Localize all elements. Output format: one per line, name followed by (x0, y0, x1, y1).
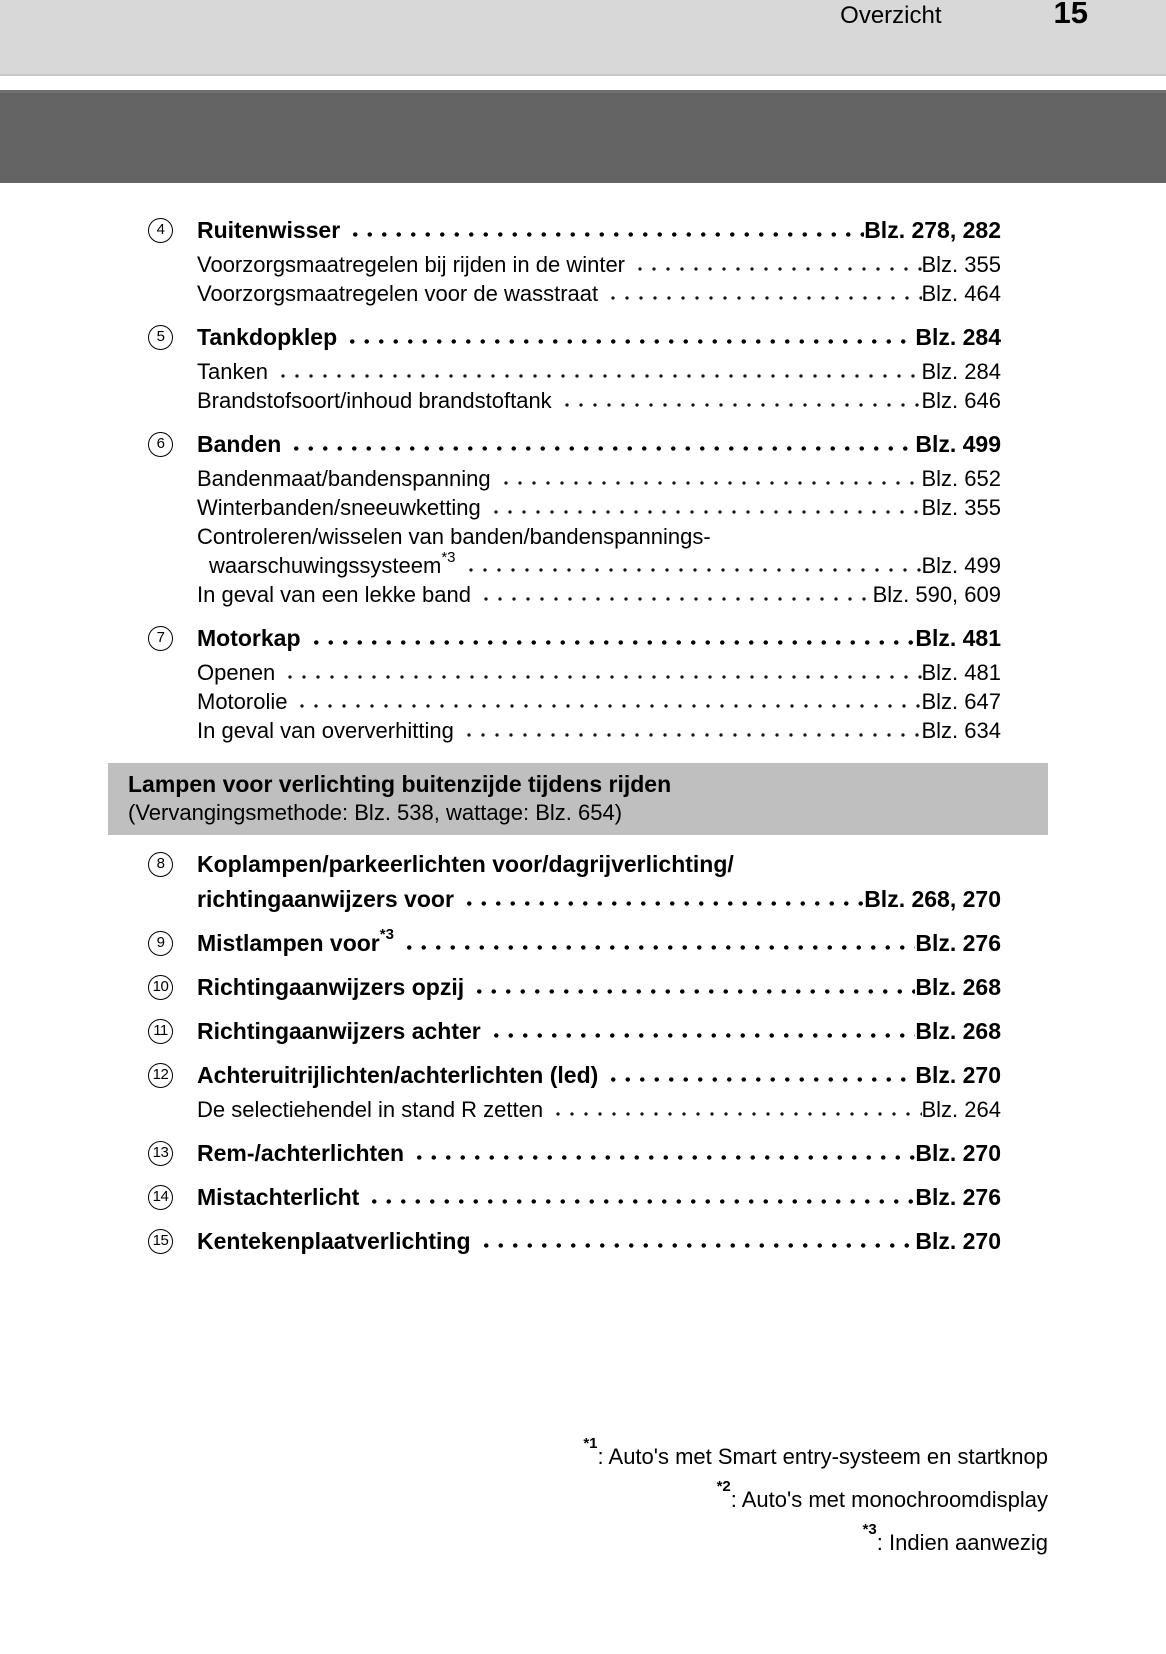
circled-number-badge: 8 (148, 852, 173, 877)
toc-item-page: Blz. 284 (921, 359, 1001, 384)
dotted-leader (400, 928, 915, 958)
toc-row (148, 658, 1001, 687)
toc-row (148, 522, 1001, 551)
toc-item-page: Blz. 270 (915, 1140, 1001, 1166)
circled-number-badge: 4 (148, 218, 173, 243)
item-number-column (148, 1019, 197, 1044)
toc-item-title: Koplampen/parkeerlichten voor/dagrijverlichting/ (197, 851, 734, 877)
toc-item-page: Blz. 268, 270 (864, 886, 1001, 912)
dotted-leader (631, 250, 921, 279)
toc-item-title: Kentekenplaatverlichting (197, 1228, 471, 1254)
page-header (0, 0, 1166, 76)
toc-row (148, 215, 1001, 245)
toc-item-title: Winterbanden/sneeuwketting (197, 495, 481, 520)
footnote-text: : Auto's met Smart entry-systeem en startknop (597, 1444, 1048, 1469)
toc-item-page: Blz. 647 (921, 689, 1001, 714)
circled-number-badge: 6 (148, 432, 173, 457)
toc-item-title: Tankdopklep (197, 324, 338, 350)
dotted-leader (281, 658, 921, 687)
toc-item-page: Blz. 634 (921, 718, 1001, 743)
toc-item-title: In geval van oververhitting (197, 718, 454, 743)
toc-row (148, 580, 1001, 609)
circled-number-badge: 13 (148, 1141, 173, 1166)
toc-item-title: Richtingaanwijzers opzij (197, 974, 465, 1000)
footnote-marker: *2 (716, 1477, 731, 1495)
toc-item-page: Blz. 268 (915, 1018, 1001, 1044)
toc-item-page: Blz. 646 (921, 388, 1001, 413)
dotted-leader (487, 1016, 916, 1046)
toc-row (148, 279, 1001, 308)
dotted-leader (343, 322, 915, 352)
item-number-column (148, 1229, 197, 1254)
circled-number-badge: 15 (148, 1229, 173, 1254)
dotted-leader (477, 580, 873, 609)
toc-item-title: Mistlampen voor (197, 930, 380, 956)
toc-item-title: Voorzorgsmaatregelen bij rijden in de winter (197, 252, 626, 277)
toc-item-title: Openen (197, 660, 276, 685)
footnote-line (0, 1477, 1048, 1514)
toc-item-title: In geval van een lekke band (197, 582, 471, 607)
toc-row (148, 1060, 1001, 1090)
toc-item-title: Voorzorgsmaatregelen voor de wasstraat (197, 281, 599, 306)
item-number-column (148, 1185, 197, 1210)
toc-row (148, 1182, 1001, 1212)
footnote-marker: *1 (583, 1434, 598, 1452)
toc-item-page: Blz. 270 (915, 1062, 1001, 1088)
toc-item-page: Blz. 464 (921, 281, 1001, 306)
toc-row (148, 972, 1001, 1002)
dotted-leader (558, 386, 922, 415)
circled-number-badge: 12 (148, 1063, 173, 1088)
toc-row (148, 716, 1001, 745)
section-band-title: Lampen voor verlichting buitenzijde tijdens rijden (128, 771, 672, 797)
illustration-band (0, 90, 1166, 183)
toc-item-title: Banden (197, 431, 282, 457)
dotted-leader (293, 687, 921, 716)
toc-item-page: Blz. 276 (915, 930, 1001, 956)
item-number-column (148, 852, 197, 877)
dotted-leader (346, 215, 864, 245)
section-heading-band (108, 763, 1048, 835)
dotted-leader (287, 429, 915, 459)
toc-row (148, 687, 1001, 716)
toc-row (148, 429, 1001, 459)
dotted-leader (497, 464, 922, 493)
toc-row (148, 493, 1001, 522)
dotted-leader (307, 623, 916, 653)
toc-row (148, 623, 1001, 653)
toc-item-title: Bandenmaat/bandenspanning (197, 466, 491, 491)
toc-item-page: Blz. 481 (921, 660, 1001, 685)
toc-item-title: Motorolie (197, 689, 288, 714)
toc-item-title: De selectiehendel in stand R zetten (197, 1097, 544, 1122)
toc-item-title: Tanken (197, 359, 268, 384)
toc-row (148, 849, 1001, 879)
footnote-text: : Auto's met monochroomdisplay (730, 1487, 1048, 1512)
dotted-leader (410, 1138, 915, 1168)
dotted-leader (462, 551, 922, 580)
toc-item-page: Blz. 268 (915, 974, 1001, 1000)
dotted-leader (365, 1182, 915, 1212)
circled-number-badge: 10 (148, 975, 173, 1000)
toc-item-title: Controleren/wisselen van banden/bandenspannings- (197, 524, 711, 549)
toc-item-page: Blz. 499 (915, 431, 1001, 457)
item-number-column (148, 1063, 197, 1088)
item-number-column (148, 432, 197, 457)
dotted-leader (604, 279, 921, 308)
toc-item-page: Blz. 276 (915, 1184, 1001, 1210)
footnotes (0, 1434, 1048, 1557)
footnote-marker: *3 (862, 1520, 877, 1538)
toc-item-page: Blz. 264 (921, 1097, 1001, 1122)
toc-section-exterior (148, 183, 1001, 745)
toc-item-title: Ruitenwisser (197, 217, 341, 243)
toc-item-page: Blz. 284 (915, 324, 1001, 350)
dotted-leader (477, 1226, 916, 1256)
header-section-label: Overzicht (840, 2, 942, 29)
footnote-line (0, 1520, 1048, 1557)
toc-item-title: Mistachterlicht (197, 1184, 360, 1210)
dotted-leader (460, 884, 864, 914)
section-band-subtitle: (Vervangingsmethode: Blz. 538, wattage: Blz. 654) (128, 800, 623, 825)
toc-item-title: Brandstofsoort/inhoud brandstoftank (197, 388, 552, 413)
toc-row: waarschuwingssysteem $^{*3}$ Blz. 499 (209, 548, 1001, 578)
footnote-line (0, 1434, 1048, 1471)
toc-item-title: Richtingaanwijzers achter (197, 1018, 481, 1044)
toc-item-title: Rem-/achterlichten (197, 1140, 405, 1166)
toc-row (148, 1016, 1001, 1046)
toc-row (148, 386, 1001, 415)
toc-row (148, 1095, 1001, 1124)
toc-item-page: Blz. 270 (915, 1228, 1001, 1254)
toc-item-title: waarschuwingssysteem (209, 553, 442, 578)
dotted-leader (470, 972, 915, 1002)
table-of-contents (0, 183, 1166, 1256)
toc-item-page: Blz. 355 (921, 252, 1001, 277)
item-number-column (148, 975, 197, 1000)
item-number-column (148, 218, 197, 243)
toc-row (148, 322, 1001, 352)
toc-row (148, 884, 1001, 914)
toc-item-page: Blz. 355 (921, 495, 1001, 520)
toc-item-page: Blz. 481 (915, 625, 1001, 651)
dotted-leader (487, 493, 922, 522)
toc-row (148, 1138, 1001, 1168)
toc-item-page: Blz. 499 (921, 553, 1001, 578)
header-page-number: 15 (1053, 0, 1088, 30)
toc-section-lights (148, 849, 1001, 1256)
circled-number-badge: 7 (148, 626, 173, 651)
toc-item-title: richtingaanwijzers voor (197, 886, 454, 912)
footnote-text: : Indien aanwezig (876, 1530, 1048, 1555)
toc-row (148, 1226, 1001, 1256)
dotted-leader (604, 1060, 915, 1090)
circled-number-badge: 5 (148, 325, 173, 350)
circled-number-badge: 9 (148, 931, 173, 956)
circled-number-badge: 11 (148, 1019, 173, 1044)
item-number-column (148, 325, 197, 350)
dotted-leader (549, 1095, 921, 1124)
toc-item-title: Achteruitrijlichten/achterlichten (led) (197, 1062, 599, 1088)
toc-row (148, 250, 1001, 279)
toc-item-page: Blz. 278, 282 (864, 217, 1001, 243)
circled-number-badge: 14 (148, 1185, 173, 1210)
toc-item-page: Blz. 652 (921, 466, 1001, 491)
dotted-leader (460, 716, 922, 745)
toc-item-page: Blz. 590, 609 (872, 582, 1001, 607)
toc-row (148, 464, 1001, 493)
dotted-leader (274, 357, 922, 386)
item-number-column (148, 1141, 197, 1166)
item-number-column (148, 626, 197, 651)
toc-row (148, 357, 1001, 386)
toc-item-title: Motorkap (197, 625, 301, 651)
item-number-column (148, 931, 197, 956)
toc-row: 9 Mistlampen voor $^{*3}$ Blz. 276 (148, 928, 1001, 958)
